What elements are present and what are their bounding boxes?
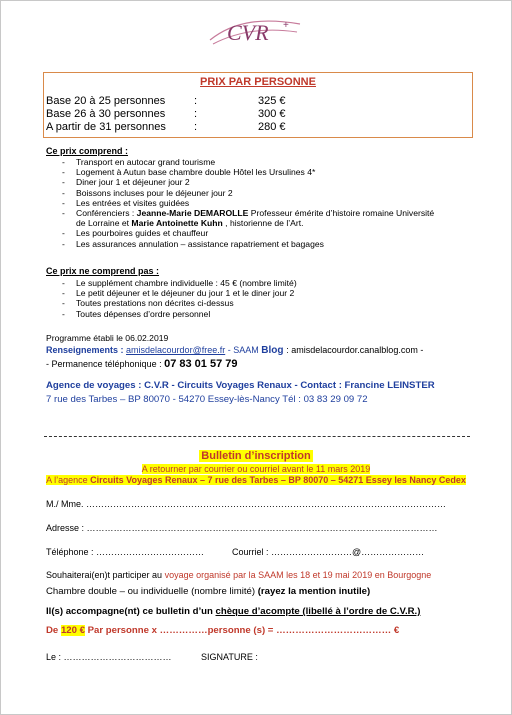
list-item: - Logement à Autun base chambre double Hôtel les Ursulines 4*: [62, 167, 462, 177]
phone-field[interactable]: Téléphone : ………………………………: [46, 547, 205, 557]
email-field[interactable]: Courriel : ………………………@…………………: [232, 547, 425, 557]
excludes-title: Ce prix ne comprend pas :: [46, 266, 160, 276]
svg-text:+: +: [283, 20, 289, 31]
contact-line: Renseignements : amisdelacourdor@free.fr - SAAM Blog : amisdelacourdor.canalblog.com -: [46, 345, 424, 356]
list-item: - Transport en autocar grand tourisme: [62, 157, 462, 167]
price-title: PRIX PAR PERSONNE: [200, 76, 316, 88]
list-item: - Les pourboires guides et chauffeur: [62, 228, 462, 238]
price-box: PRIX PAR PERSONNE Base 20 à 25 personnes : 325 € Base 26 à 30 personnes : 300 € A partir de 31 personnes : 280 €: [43, 72, 473, 138]
svg-text:CVR: CVR: [227, 20, 269, 45]
list-item: - Le petit déjeuner et le déjeuner du jour 1 et le diner jour 2: [62, 288, 462, 298]
date-field[interactable]: Le : ………………………………: [46, 652, 172, 662]
bulletin-deadline: A retourner par courrier ou courriel avant le 11 mars 2019: [141, 464, 371, 474]
name-field[interactable]: M./ Mme. …………………………………………………………………………………………………………: [46, 499, 446, 509]
list-item: - Toutes dépenses d’ordre personnel: [62, 309, 462, 319]
amount-line[interactable]: De 120 € Par personne x ……………personne (s) = ……………………………… €: [46, 625, 400, 636]
phone-line: - Permanence téléphonique : 07 83 01 57 79: [46, 358, 238, 370]
bulletin-title: Bulletin d’inscription: [201, 450, 311, 462]
cut-line: [44, 436, 470, 437]
includes-title: Ce prix comprend :: [46, 146, 129, 156]
room-choice: Chambre double – ou individuelle (nombre limité) (rayez la mention inutile): [46, 586, 371, 597]
list-item: - Boissons incluses pour le déjeuner jour 2: [62, 188, 462, 198]
program-date: Programme établi le 06.02.2019: [46, 333, 169, 343]
cvr-logo: [205, 10, 305, 50]
bulletin-agency: A l’agence Circuits Voyages Renaux – 7 rue des Tarbes – BP 80070 – 54271 Essey les Nancy Cedex: [46, 475, 466, 485]
list-item: - Conférenciers : Jeanne-Marie DEMAROLLE Professeur émérite d’histoire romaine Université de Lorraine et Marie Antoinette Kuhn , historienne de l’Art.: [62, 208, 462, 228]
includes-list: [62, 157, 462, 249]
excludes-list: [62, 278, 462, 319]
participation-line: Souhaiterai(en)t participer au voyage organisé par la SAAM les 18 et 19 mai 2019 en Bourgogne: [46, 570, 432, 580]
list-item: - Toutes prestations non décrites ci-dessus: [62, 298, 462, 308]
list-item: - Diner jour 1 et déjeuner jour 2: [62, 177, 462, 187]
cheque-line: Il(s) accompagne(nt) ce bulletin d’un chèque d’acompte (libellé à l’ordre de C.V.R.): [46, 606, 421, 617]
list-item: - Les entrées et visites guidées: [62, 198, 462, 208]
agency-line: Agence de voyages : C.V.R - Circuits Voyages Renaux - Contact : Francine LEINSTER: [46, 380, 435, 391]
email-link[interactable]: amisdelacourdor@free.fr: [126, 345, 226, 355]
list-item: - Le supplément chambre individuelle : 45 € (nombre limité): [62, 278, 462, 288]
address-field[interactable]: Adresse : ………………………………………………………………………………………………………: [46, 523, 438, 533]
blog-link[interactable]: : amisdelacourdor.canalblog.com -: [286, 345, 424, 355]
agency-address: 7 rue des Tarbes – BP 80070 - 54270 Essey-lès-Nancy Tél : 03 83 29 09 72: [46, 394, 368, 405]
signature-field[interactable]: SIGNATURE :: [201, 652, 258, 662]
list-item: - Les assurances annulation – assistance rapatriement et bagages: [62, 239, 462, 249]
